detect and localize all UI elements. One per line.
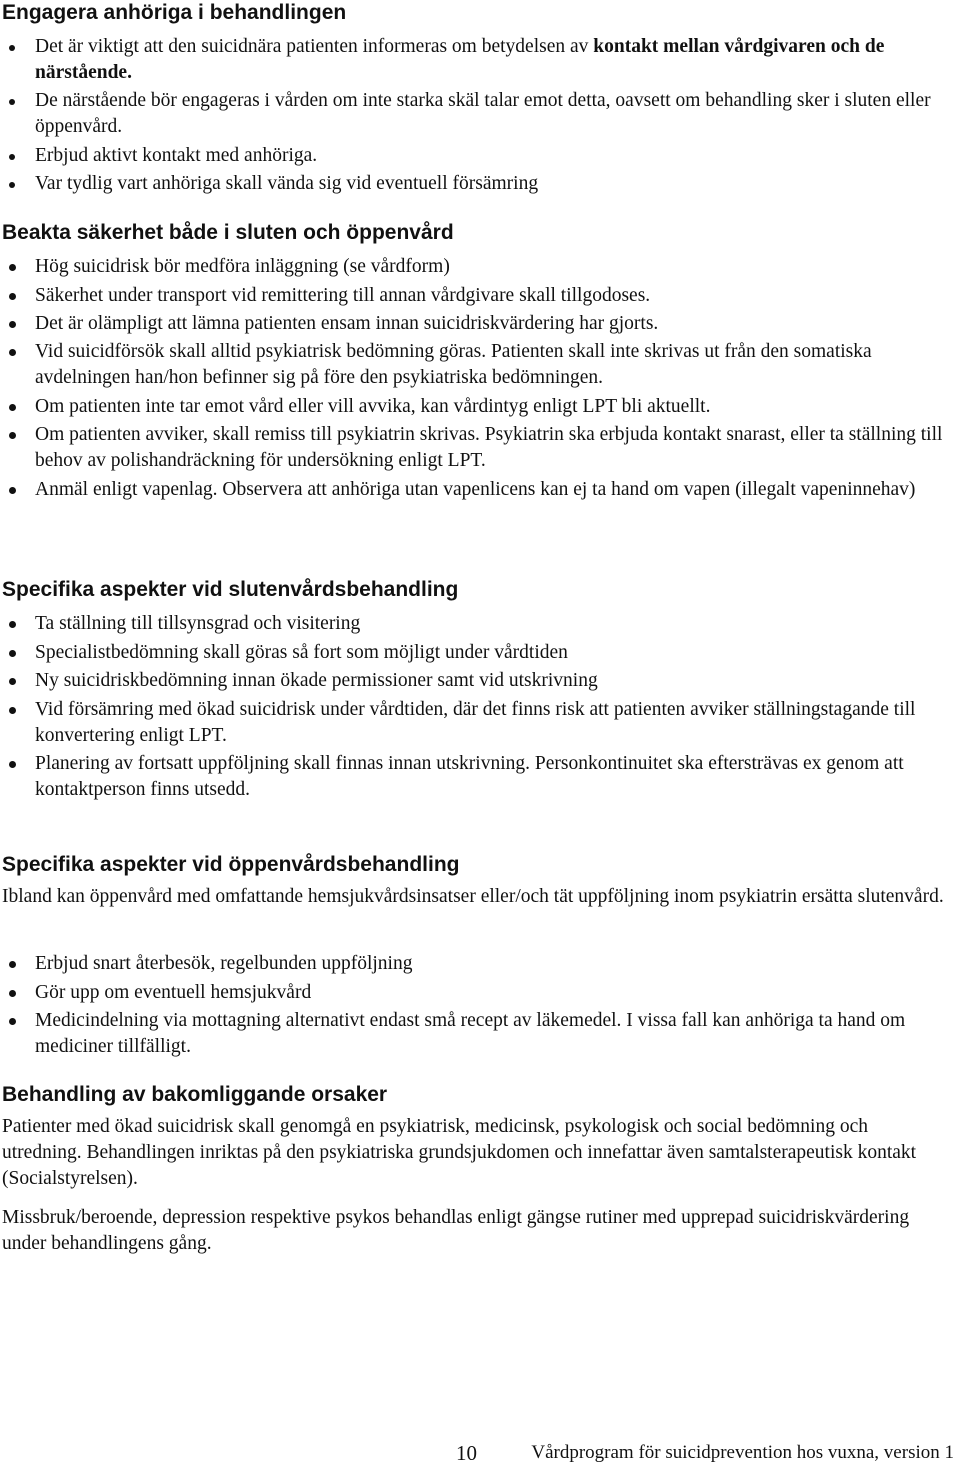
list-item: Vid suicidförsök skall alltid psykiatrisk bedömning göras. Patienten skall inte skrivas ut från den somatiska avdelningen han/hon befinner sig på före den psykiatriska bedömningen. [0, 339, 958, 394]
bullet-icon [9, 182, 15, 188]
bullet-icon [9, 432, 16, 439]
list-item: Planering av fortsatt uppföljning skall finnas innan utskrivning. Personkontinuitet ska eftersträvas ex genom att kontaktperson finns utsedd. [0, 751, 958, 803]
paragraph-bakomliggande-2: Missbruk/beroende, depression respektive psykos behandlas enligt gängse rutiner med upprepad suicidriskvärdering under behandlingens gång. [2, 1207, 910, 1254]
list-item: Vid försämring med ökad suicidrisk under vårdtiden, där det finns risk att patienten avviker ställningstagande till konvertering enligt LPT. [0, 697, 958, 751]
list-engagera-anhoriga [0, 34, 958, 197]
list-item: Säkerhet under transport vid remittering till annan vårdgivare skall tillgodoses. [0, 283, 958, 311]
list-item: Ta ställning till tillsynsgrad och visitering [0, 611, 958, 640]
heading-bakomliggande-orsaker: Behandling av bakomliggande orsaker [2, 1083, 388, 1106]
bullet-icon [9, 487, 16, 494]
list-item: Om patienten inte tar emot vård eller vill avvika, kan vårdintyg enligt LPT bli aktuellt. [0, 394, 958, 422]
bullet-icon [9, 707, 16, 714]
list-item: Det är viktigt att den suicidnära patienten informeras om betydelsen av kontakt mellan vårdgivaren och de närstående. [0, 34, 958, 88]
list-item: Erbjud snart återbesök, regelbunden uppföljning [0, 951, 958, 980]
heading-engagera-anhoriga: Engagera anhöriga i behandlingen [2, 1, 347, 24]
list-sakerhet [0, 254, 958, 503]
bullet-icon [9, 990, 16, 997]
heading-slutenvard: Specifika aspekter vid slutenvårdsbehandling [2, 578, 459, 601]
paragraph-bakomliggande-1: Patienter med ökad suicidrisk skall genomgå en psykiatrisk, medicinsk, psykologisk och social bedömning och utredning. Behandlingen inriktas på den psykiatriska grundsjukdomen och innefattar även samtalsterapeutisk kontakt (Socialstyrelsen). [2, 1116, 917, 1189]
footer-document-title: Vårdprogram för suicidprevention hos vuxna, version 1 [531, 1442, 954, 1463]
list-item: Hög suicidrisk bör medföra inläggning (se vårdform) [0, 254, 958, 283]
bullet-icon [9, 321, 16, 328]
page-number: 10 [456, 1441, 477, 1465]
bullet-icon [9, 404, 16, 411]
bullet-icon [9, 154, 15, 160]
bullet-icon [9, 678, 16, 685]
list-item: Specialistbedömning skall göras så fort som möjligt under vårdtiden [0, 640, 958, 668]
list-item: Var tydlig vart anhöriga skall vända sig vid eventuell försämring [0, 171, 958, 197]
list-item: De närstående bör engageras i vården om inte starka skäl talar emot detta, oavsett om behandling sker i sluten eller öppenvård. [0, 88, 958, 143]
paragraph-oppenvard-intro: Ibland kan öppenvård med omfattande hemsjukvårdsinsatser eller/och tät uppföljning inom psykiatrin ersätta slutenvård. [2, 886, 944, 907]
bullet-icon [9, 761, 16, 768]
bullet-icon [9, 621, 16, 628]
bullet-icon [9, 961, 16, 968]
list-item: Gör upp om eventuell hemsjukvård [0, 980, 958, 1008]
heading-oppenvard: Specifika aspekter vid öppenvårdsbehandling [2, 853, 460, 876]
bullet-icon [9, 1018, 16, 1025]
heading-sakerhet: Beakta säkerhet både i sluten och öppenvård [2, 221, 454, 244]
list-item: Ny suicidriskbedömning innan ökade permissioner samt vid utskrivning [0, 668, 958, 697]
bullet-icon [9, 45, 15, 51]
bullet-icon [9, 99, 15, 105]
list-item: Erbjud aktivt kontakt med anhöriga. [0, 143, 958, 171]
bullet-icon [9, 349, 16, 356]
bullet-icon [9, 293, 16, 300]
bullet-icon [9, 650, 16, 657]
list-oppenvard [0, 951, 958, 1060]
list-item: Medicindelning via mottagning alternativt endast små recept av läkemedel. I vissa fall kan anhöriga ta hand om mediciner tillfälligt. [0, 1008, 958, 1060]
list-item: Anmäl enligt vapenlag. Observera att anhöriga utan vapenlicens kan ej ta hand om vapen (illegalt vapeninnehav) [0, 477, 958, 503]
list-slutenvard [0, 611, 958, 803]
list-item: Om patienten avviker, skall remiss till psykiatrin skrivas. Psykiatrin ska erbjuda kontakt snarast, eller ta ställning till behov av polishandräckning för undersökning enligt LPT. [0, 422, 958, 477]
bullet-icon [9, 264, 16, 271]
list-item: Det är olämpligt att lämna patienten ensam innan suicidriskvärdering har gjorts. [0, 311, 958, 339]
